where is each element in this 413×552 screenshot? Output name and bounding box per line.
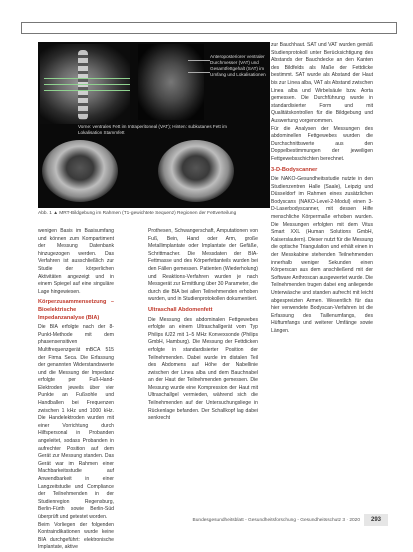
paragraph: Die Messung des abdominalen Fettgewebes erfolgte an einem Ultraschallgerät vom Typ Philips iU22 mit 1–5 MHz Konvexsonde (Philips GmbH, Hamburg). Die Messung der Fettdicken erfolgte in standardisierter Position der Teilnehmenden. Dabei wurde im distalen Teil des Abdomens auf Höhe der Nabellinie zwischen der Linea alba und dem Bauchnabel an der Haut der Teilnehmenden gemessen. Die Messung wurde eine Kompression der Haut mit Ultraschallgel vermieden, während sich die Teilnehmenden auf der Untersuchungsliege in Rückenlage befanden. Der Schallkopf lag dabei senkrecht	[148, 316, 258, 422]
annotation-arrow	[188, 72, 210, 73]
journal-footer: Bundesgesundheitsblatt - Gesundheitsforschung - Gesundheitsschutz 3 · 2020	[192, 518, 360, 523]
header-frame	[21, 22, 397, 34]
text-column-3	[271, 42, 373, 336]
annotation-arrow	[188, 60, 210, 61]
paragraph: Beim Vorliegen der folgenden Kontraindikationen wurde keine BIA durchgeführt: elektronische Implantate, aktive	[38, 521, 114, 551]
figure-label-right: Anteroposteriorer ventraler Durchmesser (VAT) und Gesamtfettgehalt (SAT) im Umfang und Lokalisationen	[210, 54, 266, 77]
paragraph: Für die Analysen der Messungen des abdominellen Fettgewebes wurden die Durchschnittswerte aus den Doppelbestimmungen der jeweiligen Fettgewebsschichten berechnet.	[271, 125, 373, 162]
section-heading: Ultraschall Abdomenfett	[148, 306, 213, 313]
sagittal-mri-image	[40, 44, 130, 124]
paragraph: zur Bauchhaut. SAT und VAT wurden gemäß Studienprotokoll unter Berücksichtigung des Abstands der Bauchdecke an den Kanten des Bildfelds als Maße der Fettdicke bestimmt. SAT wurde als Abstand der Haut bis zur Linea alba, VAT als Abstand zwischen Linea alba und Wirbelsäule bzw. Aorta gemessen. Die Durchführung wurde in standardisierter Form und mit Qualitätskontrollen für die Bildgebung und Auswertung vorgenommen.	[271, 42, 373, 124]
section-heading: 3-D-Bodyscanner	[271, 166, 318, 173]
text-column-1	[38, 228, 114, 552]
spine-shape	[78, 50, 88, 120]
figure-caption: Abb. 1 ▲ MRT-Bildgebung im Rahmen (T1-gewichtete Sequenz) Regionen der Fettverteilung	[38, 211, 237, 216]
paragraph: Die NAKO-Gesundheitsstudie nutzte in den Studienzentren Halle (Saale), Leipzig und Düsseldorf im Rahmen eines zusätzlichen Bodyscans (NAKO-Level-2-Modul) einen 3-D-Laserbodyscanner, mit dessen Hilfe menschliche Körpermaße erhoben wurden. Die Messungen erfolgten mit dem Vitus Smart XXL (Human Solutions GmbH, Kaiserslautern). Dieser nutzt für die Messung die optische Triangulation und erhält einen in der Messkabine stehenden Teilnehmenden innerhalb weniger Sekunden einen Körperscan aus dem anschließend mit der Software Anthroscan ausgewertet wurde. Die Teilnehmenden trugen dabei eng anliegende Unterwäsche und standen aufrecht mit leicht abgespreizten Armen. Wesentlich für das hier verwendete Bodyscan-Verfahren ist die Erfassung des Taillenumfangs, des Hüftumfangs und weiterer Umfänge sowie Längen.	[271, 176, 373, 334]
axial-mri-right	[158, 140, 234, 202]
figure-label-bottom: Vorne: ventrales Fett im Intraperitoneal (VAT); Hinten: subkutanes Fett im Lokalisation Stammfett	[78, 124, 227, 135]
text-column-2	[148, 228, 258, 423]
section-heading: Körperzusammensetzung – Bioelektrische Impedanzanalyse (BIA)	[38, 299, 114, 321]
paragraph: wenigen Basis im Basisumfang und können zum Kompartiment der Messung Datenbank hinzugezogen werden. Das Verfahren ist ausschließlich zur Studie der körperlichen Aktivitäten angezeigt und in einem Spiegel auf eine singuläre Lage hingewiesen.	[38, 228, 114, 295]
mri-figure	[38, 42, 270, 208]
paragraph: Prothesen, Schwangerschaft, Amputationen von Fuß, Bein, Hand oder Arm, große Metallimplantate oder Implantate der Gefäße, Schrittmacher. Die Messdaten der BIA-Fettmasse und des Körperfettanteils wurden bei den Fällen gemessen. Patienten (Wiederholung) und Reaktions-Verfahren wurden je nach Messgerät zur Ermittlung über 30 Parameter, die durch die BIA bei allen Teilnehmenden erhoben wurden, und in Studienprotokollen dokumentiert.	[148, 228, 258, 303]
marker-line	[44, 78, 130, 79]
coronal-mri-image	[138, 44, 204, 120]
marker-line	[44, 90, 130, 91]
axial-mri-left	[42, 140, 118, 202]
marker-line	[44, 84, 130, 85]
paragraph: Die BIA erfolgte nach der 8-Punkt-Methode mit dem phasensensitiven Multifrequenzgerät mBCA 515 der Firma Seca. Die Erfassung der genannten Widerstandswerte und die Messung der Impedanz erfolgte per Fuß-Hand-Elektroden jeweils über vier Punkte an Fußsohle und Handballen bei Frequenzen zwischen 1 kHz und 1000 kHz. Die Handelektroden wurden mit einer Vorrichtung durch Hilfspersonal in Probanden angeleitet, sodass Probanden in aufrechter Position auf dem Gerät zur Messung standen. Das Gerät war im Rahmen einer Machbarkeitsstudie auf Anwendbarkeit in einer Langzeitstudie und Compliance der Teilnehmenden in der Studienregion Regensburg, Berlin-Fürth sowie Berlin-Süd überprüft und getestet worden.	[38, 324, 114, 520]
page-number: 293	[364, 514, 388, 526]
